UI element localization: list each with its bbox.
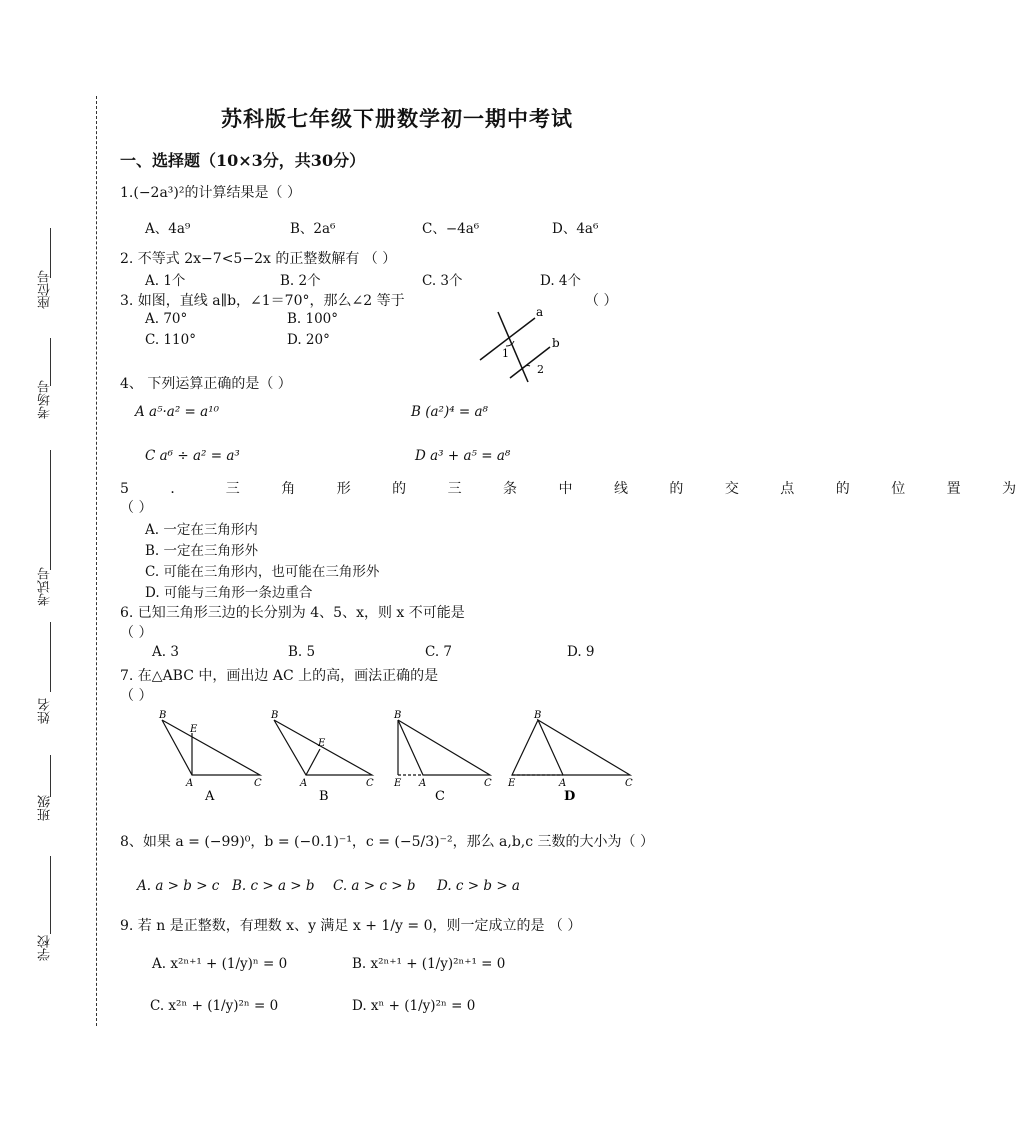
svg-text:B: B xyxy=(159,710,167,721)
name-label: 姓名 xyxy=(38,698,53,724)
q6-option-c: C. 7 xyxy=(425,644,453,660)
q4-option-c: C a⁶ ÷ a² = a³ xyxy=(145,448,240,464)
question-5-stem: 5 ． 三 角 形 的 三 条 中 线 的 交 点 的 位 置 为 xyxy=(120,481,1035,497)
q7-answer-paren: （ ） xyxy=(120,688,153,704)
binding-dashed-line xyxy=(96,96,97,1026)
line-b xyxy=(510,347,550,378)
q8-option-d: D. c > b > a xyxy=(437,878,520,894)
label-angle-2: 2 xyxy=(537,363,544,376)
q2-option-b: B. 2个 xyxy=(280,273,321,289)
svg-text:E: E xyxy=(190,724,198,735)
svg-text:A: A xyxy=(186,778,194,789)
q6-answer-paren: （ ） xyxy=(120,625,153,641)
q6-option-b: B. 5 xyxy=(288,644,316,660)
svg-text:E: E xyxy=(508,778,516,789)
q1-option-a: A、4a⁹ xyxy=(145,221,191,237)
q5-option-c: C. 可能在三角形内，也可能在三角形外 xyxy=(145,564,380,580)
svg-text:C: C xyxy=(484,778,492,789)
school-rule xyxy=(50,856,51,934)
q2-option-d: D. 4个 xyxy=(540,273,582,289)
svg-text:E: E xyxy=(394,778,402,789)
triangle-option-a xyxy=(158,710,262,804)
q3-answer-paren: （ ） xyxy=(585,293,618,309)
q3-parallel-lines-figure xyxy=(470,300,580,390)
seat-number-label: 座位号 xyxy=(38,270,53,309)
q9-option-b: B. x²ⁿ⁺¹ + (1/y)²ⁿ⁺¹ = 0 xyxy=(352,956,506,972)
q8-option-a: A. a > b > c xyxy=(137,878,220,894)
q6-option-d: D. 9 xyxy=(567,644,595,660)
label-angle-1: 1 xyxy=(502,347,509,360)
question-1-stem: 1.(−2a³)²的计算结果是（ ） xyxy=(120,185,301,201)
q4-option-d: D a³ + a⁵ = a⁸ xyxy=(415,448,511,464)
svg-text:B: B xyxy=(534,710,542,721)
section-heading: 一、选择题（10×3分，共30分） xyxy=(120,151,366,170)
question-7-stem: 7. 在△ABC 中，画出边 AC 上的高，画法正确的是 xyxy=(120,668,439,684)
label-a: a xyxy=(536,305,544,319)
exam-number-rule xyxy=(50,450,51,570)
question-9-stem: 9. 若 n 是正整数，有理数 x、y 满足 x + 1/y = 0，则一定成立的是 （ ） xyxy=(120,918,582,934)
question-2-stem: 2. 不等式 2x−7<5−2x 的正整数解有 （ ） xyxy=(120,251,397,267)
svg-text:A: A xyxy=(419,778,427,789)
q1-option-b: B、2a⁶ xyxy=(290,221,336,237)
exam-room-rule xyxy=(50,338,51,386)
svg-text:B: B xyxy=(394,710,402,721)
q3-option-c: C. 110° xyxy=(145,332,196,348)
question-6-stem: 6. 已知三角形三边的长分别为 4、5、x，则 x 不可能是 xyxy=(120,605,465,621)
svg-text:A: A xyxy=(300,778,308,789)
q3-option-b: B. 100° xyxy=(287,311,339,327)
triangle-option-b xyxy=(270,710,374,804)
q4-option-a: A a⁵·a² = a¹⁰ xyxy=(135,404,220,420)
name-rule xyxy=(50,622,51,692)
q7-triangles-figure xyxy=(150,708,650,806)
q8-option-b: B. c > a > b xyxy=(232,878,315,894)
svg-text:C: C xyxy=(625,778,633,789)
exam-number-label: 考试号 xyxy=(38,567,53,606)
exam-room-label: 考场号 xyxy=(38,380,53,419)
figure-caption-d: D xyxy=(564,789,576,804)
school-label: 学校 xyxy=(38,935,53,961)
triangle-option-d xyxy=(507,710,633,804)
q5-answer-paren: （ ） xyxy=(120,500,153,516)
q1-option-d: D、4a⁶ xyxy=(552,221,599,237)
triangle-option-c xyxy=(393,710,492,804)
svg-text:A: A xyxy=(559,778,567,789)
q5-option-a: A. 一定在三角形内 xyxy=(145,522,258,538)
figure-caption-a: A xyxy=(205,789,215,804)
figure-caption-c: C xyxy=(435,789,445,804)
svg-text:B: B xyxy=(271,710,279,721)
figure-caption-b: B xyxy=(319,789,329,804)
svg-text:E: E xyxy=(318,738,326,749)
q3-option-d: D. 20° xyxy=(287,332,330,348)
q9-option-d: D. xⁿ + (1/y)²ⁿ = 0 xyxy=(352,998,476,1014)
q5-option-d: D. 可能与三角形一条边重合 xyxy=(145,585,313,601)
svg-text:C: C xyxy=(366,778,374,789)
q1-option-c: C、−4a⁶ xyxy=(422,221,480,237)
question-8-stem: 8、如果 a = (−99)⁰，b = (−0.1)⁻¹，c = (−5/3)⁻²，那么 a,b,c 三数的大小为（ ） xyxy=(120,834,654,850)
question-4-stem: 4、 下列运算正确的是（ ） xyxy=(120,376,292,392)
q2-option-a: A. 1个 xyxy=(145,273,186,289)
q2-option-c: C. 3个 xyxy=(422,273,463,289)
label-b: b xyxy=(552,336,560,350)
svg-text:C: C xyxy=(254,778,262,789)
page-title: 苏科版七年级下册数学初一期中考试 xyxy=(221,106,573,131)
class-label: 班级 xyxy=(38,795,53,821)
q5-option-b: B. 一定在三角形外 xyxy=(145,543,259,559)
q6-option-a: A. 3 xyxy=(152,644,179,660)
q4-option-b: B (a²)⁴ = a⁸ xyxy=(411,404,488,420)
question-3-stem: 3. 如图，直线 a∥b，∠1＝70°，那么∠2 等于 xyxy=(120,293,405,309)
q9-option-a: A. x²ⁿ⁺¹ + (1/y)ⁿ = 0 xyxy=(152,956,288,972)
class-rule xyxy=(50,755,51,797)
q3-option-a: A. 70° xyxy=(145,311,188,327)
q8-option-c: C. a > c > b xyxy=(333,878,416,894)
q9-option-c: C. x²ⁿ + (1/y)²ⁿ = 0 xyxy=(150,998,279,1014)
